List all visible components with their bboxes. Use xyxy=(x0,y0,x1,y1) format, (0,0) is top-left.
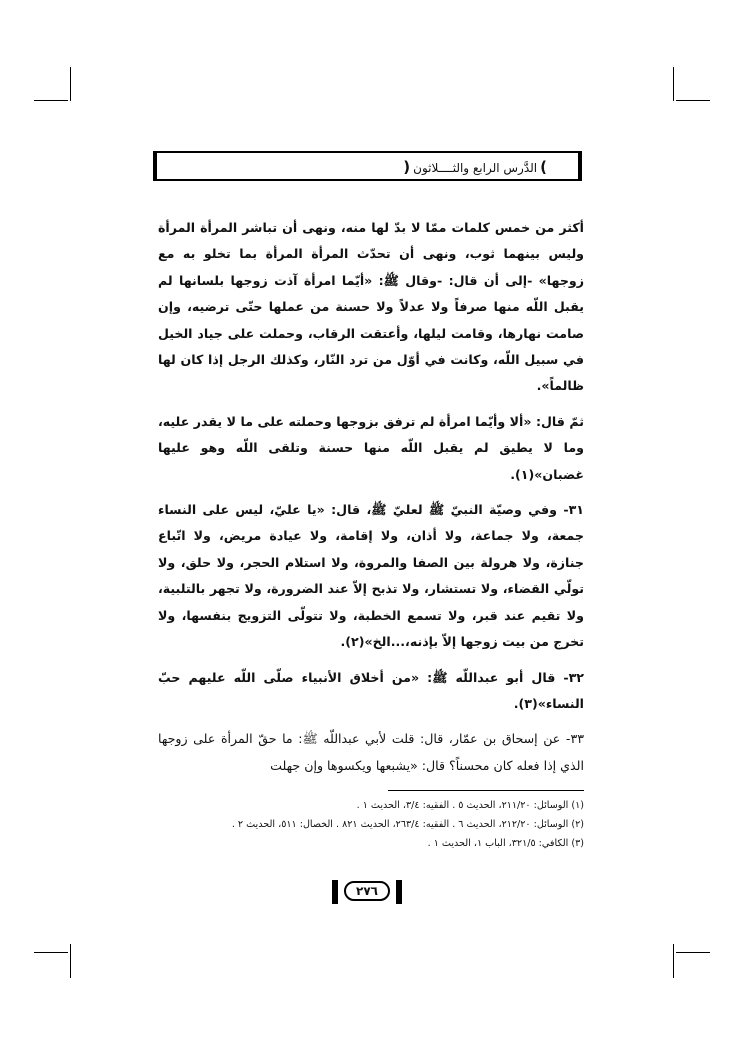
page-number-frame xyxy=(332,880,402,904)
header-title-container xyxy=(392,156,558,178)
running-header xyxy=(153,151,582,181)
footnote-divider xyxy=(388,790,584,791)
crop-mark xyxy=(673,944,674,978)
paragraph: أكثر من خمس كلمات ممّا لا بدّ لها منه، ونهى أن تباشر المرأة المرأة وليس بينهما ثوب، ونهى أن تحدّث المرأة المرأة بما تخلو به مع زوجها» -إلى أن قال: -وقال ﷺ: «أيّما امرأة آذت زوجها بلسانها لم يقبل اللّه منها صرفاً ولا عدلاً ولا حسنة من عملها حتّى ترضيه، وإن صامت نهارها، وقامت ليلها، وأعتقت الرقاب، وحملت على جياد الخيل في سبيل اللّه، وكانت في أوّل من ترد النّار، وكذلك الرجل إذا كان لها ظالماً». xyxy=(158,220,584,394)
paragraph: ٣٢- قال أبو عبداللّه ﷺ: «من أخلاق الأنبياء صلّى اللّه عليهم حبّ النساء»(٣). xyxy=(158,669,584,711)
body-text xyxy=(158,215,584,788)
footnotes xyxy=(158,796,584,853)
footnote: (٣) الكافي: ٣٢١/٥، الباب ١، الحديث ١ . xyxy=(427,838,584,849)
crop-mark xyxy=(673,67,674,101)
paragraph: ٣٣- عن إسحاق بن عمّار، قال: قلت لأبي عبداللّه ﷺ: ما حقّ المرأة على زوجها الذي إذا فعله كان محسناً؟ قال: «يشبعها ويكسوها وإن جهلت xyxy=(158,731,584,773)
header-title: الدَّرس الرابع والثــــلاثون xyxy=(413,161,538,175)
crop-mark xyxy=(34,952,68,953)
crop-mark xyxy=(676,100,710,101)
crop-mark xyxy=(34,100,68,101)
crop-mark xyxy=(70,944,71,978)
crop-mark xyxy=(676,952,710,953)
bracket-icon: ( xyxy=(403,158,411,176)
footnote: (٢) الوسائل: ٢١٢/٢٠، الحديث ٦ . الفقيه: ٢٦٣/٤، الحديث ٨٢١ . الخصال: ٥١١، الحديث ٢ . xyxy=(231,819,584,830)
paragraph: ثمّ قال: «ألا وأيّما امرأة لم ترفق بزوجها وحملته على ما لا يقدر عليه، وما لا يطيق لم يقبل اللّه منها حسنة وتلقى اللّه وهو عليها غضبان»(١). xyxy=(158,413,584,482)
page-number: ٢٧٦ xyxy=(344,881,390,901)
bracket-icon: ) xyxy=(540,158,547,176)
footnote: (١) الوسائل: ٢١١/٢٠، الحديث ٥ . الفقيه: ٣/٤، الحديث ١ . xyxy=(356,800,584,811)
paragraph: ٣١- وفي وصيّة النبيّ ﷺ لعليّ ﷺ، قال: «يا عليّ، ليس على النساء جمعة، ولا جماعة، ولا أذان، ولا إقامة، ولا عيادة مريض، ولا اتّباع جنازة، ولا هرولة بين الصفا والمروة، ولا استلام الحجر، ولا حلق، ولا تولّي القضاء، ولا تستشار، ولا تذبح إلاّ عند الضرورة، ولا تجهر بالتلبية، ولا تقيم عند قبر، ولا تسمع الخطبة، ولا تتولّى التزويج بنفسها، ولا تخرج من بيت زوجها إلاّ بإذنه،...الخ»(٢). xyxy=(158,502,584,650)
crop-mark xyxy=(70,67,71,101)
